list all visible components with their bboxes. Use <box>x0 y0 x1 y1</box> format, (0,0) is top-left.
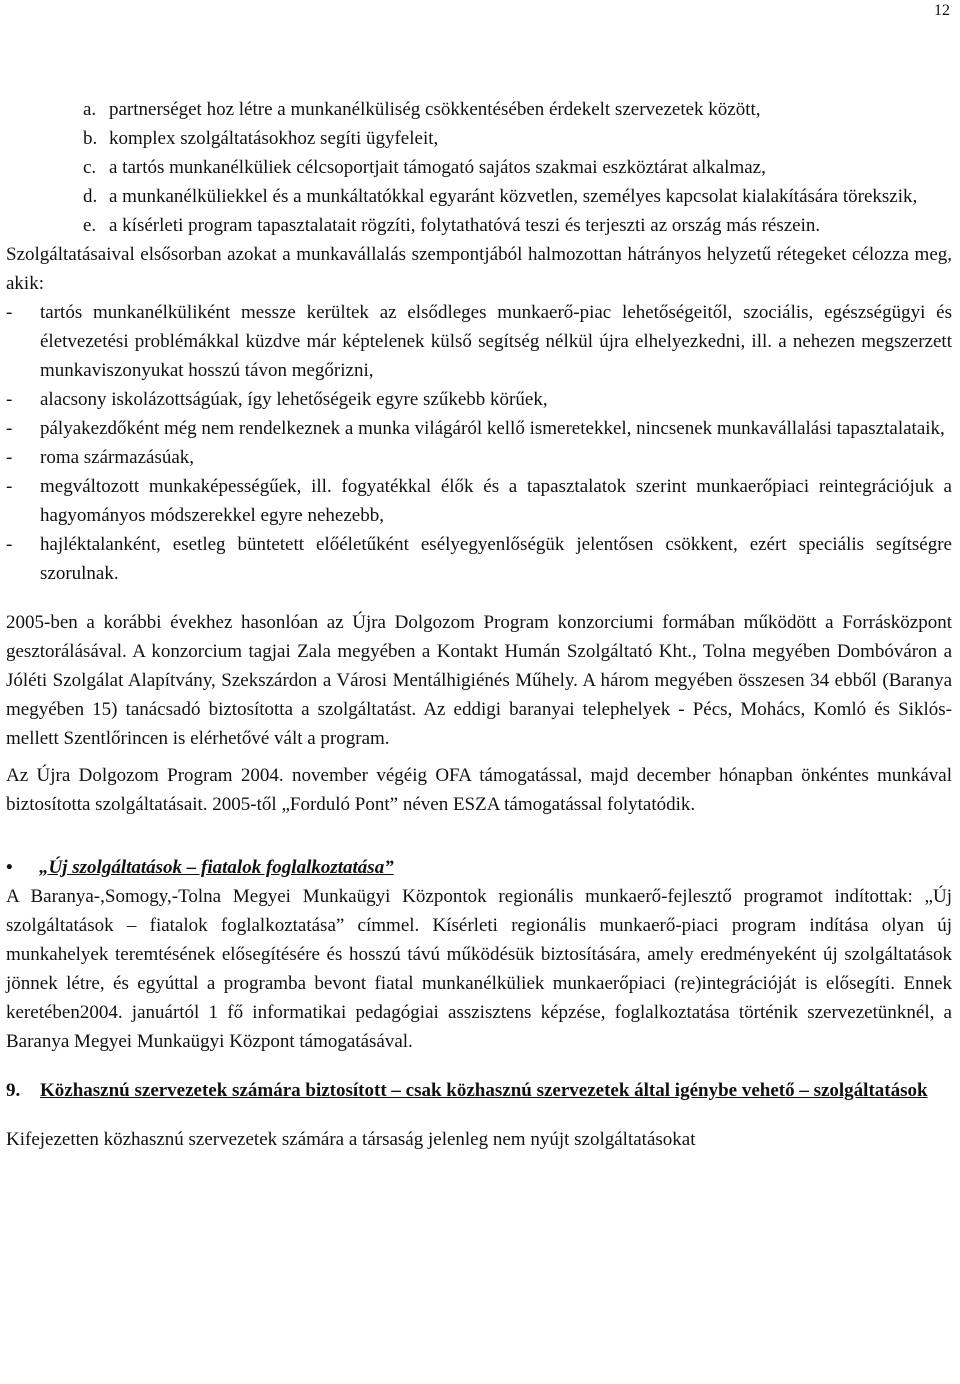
target-group-item <box>6 298 952 385</box>
dash-marker: - <box>6 476 13 497</box>
target-group-text: megváltozott munkaképességűek, ill. fogyatékkal élők és a tapasztalatok szerint munkaerőpiaci reintegrációjuk a hagyományos módszerekkel egyre nehezebb, <box>40 476 952 526</box>
paragraph-2005: 2005-ben a korábbi évekhez hasonlóan az Újra Dolgozom Program konzorciumi formában működött a Forrásközpont gesztorálásával. A konzorcium tagjai Zala megyében a Kontakt Humán Szolgáltató Kht., Tolna megyében Dombóváron a Jóléti Szolgálat Alapítvány, Szekszárdon a Városi Mentálhigiénés Műhely. A három megyében összesen 34 ebből (Baranya megyében 15) tanácsadó biztosította a szolgáltatást. Az eddigi baranyai telephelyek - Pécs, Mohács, Komló és Siklós- mellett Szentlőrincen is elérhetővé vált a program. <box>6 612 952 749</box>
target-group-item <box>6 443 952 472</box>
section-9-heading <box>6 1076 952 1105</box>
target-group-item <box>6 385 952 414</box>
bullet-section-body: A Baranya-,Somogy,-Tolna Megyei Munkaügyi Központok regionális munkaerő-fejlesztő programot indítottak: „Új szolgáltatások – fiatalok foglalkoztatása” címmel. Kísérleti regionális munkaerő-piaci program indítása olyan új munkahelyek teremtésének elősegítésére és hosszú távú működésük biztosítására, amely eredményeként új szolgáltatások jönnek létre, és egyúttal a programba bevont fiatal munkanélküliek munkaerőpiaci (re)integrációját is elősegíti. Ennek keretében2004. januártól 1 fő informatikai pedagógiai asszisztens képzése, foglalkoztatása történik szervezetünknél, a Baranya Megyei Munkaügyi Központ támogatásával. <box>6 886 952 1052</box>
section-9-number: 9. <box>6 1080 21 1101</box>
objective-item <box>6 153 952 182</box>
dash-marker: - <box>6 418 13 439</box>
objective-item <box>6 211 952 240</box>
target-group-text: pályakezdőként még nem rendelkeznek a munka világáról kellő ismeretekkel, nincsenek munkavállalási tapasztalataik, <box>40 418 945 439</box>
dash-marker: - <box>6 302 13 323</box>
bullet-heading-title: „Új szolgáltatások – fiatalok foglalkoztatása” <box>39 857 394 878</box>
paragraph-2004: Az Újra Dolgozom Program 2004. november végéig OFA támogatással, majd december hónapban önkéntes munkával biztosította szolgáltatásait. 2005-től „Forduló Pont” néven ESZA támogatással folytatódik. <box>6 765 952 815</box>
objective-marker: e. <box>83 215 97 236</box>
target-group-text: hajléktalanként, esetleg büntetett előéletűként esélyegyenlőségük jelentősen csökkent, ezért speciális segítségre szorulnak. <box>40 534 952 584</box>
objective-marker: d. <box>83 186 98 207</box>
dash-marker: - <box>6 389 13 410</box>
objective-text: a kísérleti program tapasztalatait rögzíti, folytathatóvá teszi és terjeszti az ország más részein. <box>109 215 821 236</box>
document-body <box>6 95 952 1154</box>
objective-marker: b. <box>83 128 98 149</box>
objective-text: a munkanélküliekkel és a munkáltatókkal egyaránt közvetlen, személyes kapcsolat kialakítására törekszik, <box>109 186 918 207</box>
bullet-icon: • <box>6 857 13 878</box>
target-intro: Szolgáltatásaival elsősorban azokat a munkavállalás szempontjából halmozottan hátrányos helyzetű rétegeket célozza meg, akik: <box>6 244 952 294</box>
objective-text: komplex szolgáltatásokhoz segíti ügyfeleit, <box>109 128 439 149</box>
section-9-title: Közhasznú szervezetek számára biztosított – csak közhasznú szervezetek által igénybe vehető – szolgáltatások <box>40 1080 928 1101</box>
dash-marker: - <box>6 447 13 468</box>
target-group-item <box>6 472 952 530</box>
dash-marker: - <box>6 534 13 555</box>
target-group-item <box>6 530 952 588</box>
objective-text: partnerséget hoz létre a munkanélküliség csökkentésében érdekelt szervezetek között, <box>109 99 761 120</box>
target-group-item <box>6 414 952 443</box>
target-group-list <box>6 298 952 588</box>
target-group-text: tartós munkanélküliként messze kerültek az elsődleges munkaerő-piac lehetőségeitől, szociális, egészségügyi és életvezetési problémákkal küzdve már képtelenek külső segítség nélkül újra elhelyezkedni, ill. a nehezen megszerzett munkaviszonyukat hosszú távon megőrizni, <box>40 302 952 381</box>
section-9-first-line: Kifejezetten közhasznú szervezetek számára a társaság jelenleg nem nyújt szolgáltatásokat <box>6 1129 696 1150</box>
objectives-list <box>6 95 952 240</box>
objective-text: a tartós munkanélküliek célcsoportjait támogató sajátos szakmai eszköztárat alkalmaz, <box>109 157 766 178</box>
target-group-text: roma származásúak, <box>40 447 195 468</box>
objective-marker: a. <box>83 99 97 120</box>
objective-item <box>6 95 952 124</box>
target-group-text: alacsony iskolázottságúak, így lehetőségeik egyre szűkebb körűek, <box>40 389 548 410</box>
objective-item <box>6 182 952 211</box>
page-number: 12 <box>934 2 950 19</box>
objective-item <box>6 124 952 153</box>
objective-marker: c. <box>83 157 97 178</box>
bullet-heading <box>6 853 952 882</box>
